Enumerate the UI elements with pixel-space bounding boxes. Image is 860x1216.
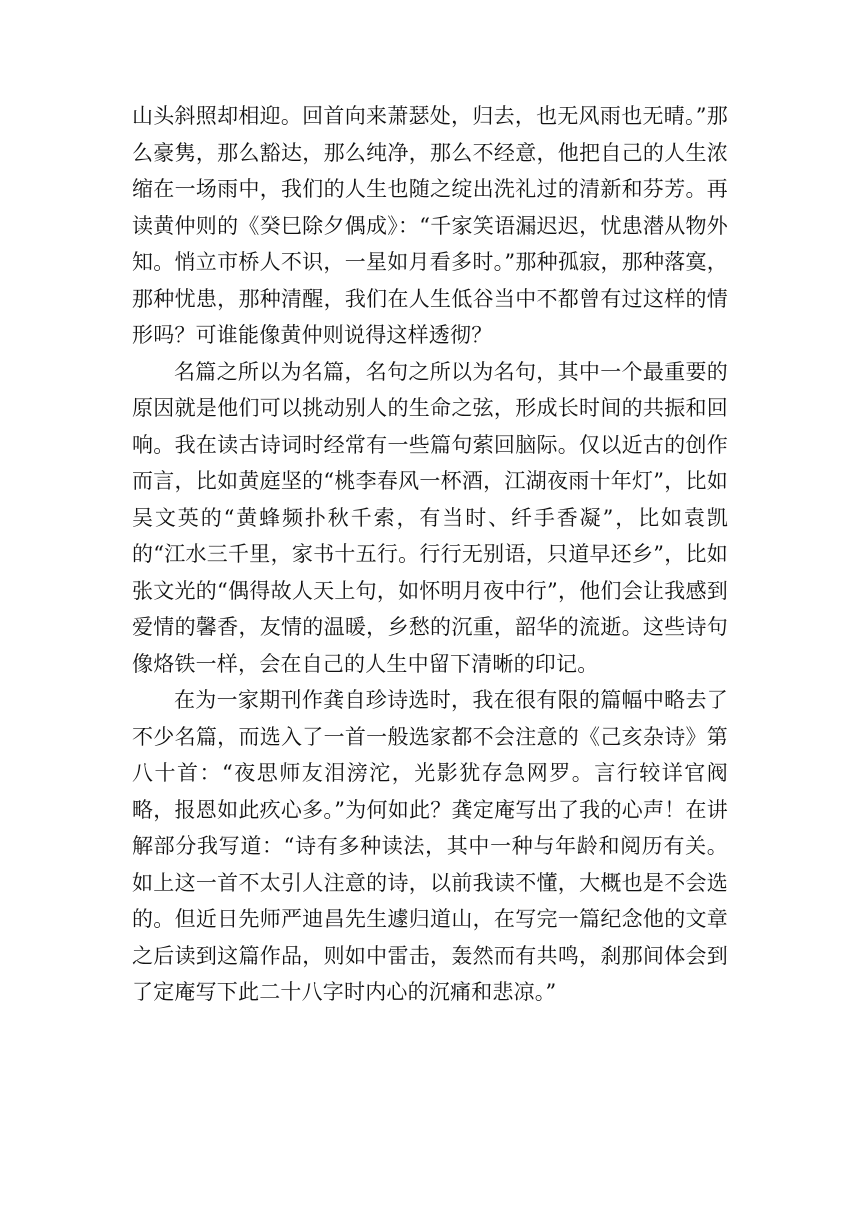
paragraph-1: 山头斜照却相迎。回首向来萧瑟处，归去，也无风雨也无晴。”那么豪隽，那么豁达，那么纯净，那么不经意，他把自己的人生浓缩在一场雨中，我们的人生也随之绽出洗礼过的清新和芬芳。再读黄仲则的《癸巳除夕偶成》：“千家笑语漏迟迟，忧患潜从物外知。悄立市桥人不识，一星如月看多时。”那种孤寂，那种落寞，那种忧患，那种清醒，我们在人生低谷当中不都曾有过这样的情形吗？可谁能像黄仲则说得这样透彻？ xyxy=(132,104,728,347)
paragraph-3: 在为一家期刊作龚自珍诗选时，我在很有限的篇幅中略去了不少名篇，而选入了一首一般选家都不会注意的《己亥杂诗》第八十首：“夜思师友泪滂沱，光影犹存急网罗。言行较详官阀略，报恩如此疚心多。”为何如此？龚定庵写出了我的心声！在讲解部分我写道：“诗有多种读法，其中一种与年龄和阅历有关。如上这一首不太引人注意的诗，以前我读不懂，大概也是不会选的。但近日先师严迪昌先生遽归道山，在写完一篇纪念他的文章之后读到这篇作品，则如中雷击，轰然而有共鸣，刹那间体会到了定庵写下此二十八字时内心的沉痛和悲凉。” xyxy=(132,688,728,1004)
paragraph-2: 名篇之所以为名篇，名句之所以为名句，其中一个最重要的原因就是他们可以挑动别人的生命之弦，形成长时间的共振和回响。我在读古诗词时经常有一些篇句萦回脑际。仅以近古的创作而言，比如黄庭坚的“桃李春风一杯酒，江湖夜雨十年灯”，比如吴文英的“黄蜂频扑秋千索，有当时、纤手香凝”，比如袁凯的“江水三千里，家书十五行。行行无别语，只道早还乡”，比如张文光的“偶得故人天上句，如怀明月夜中行”，他们会让我感到爱情的馨香，友情的温暖，乡愁的沉重，韶华的流逝。这些诗句像烙铁一样，会在自己的人生中留下清晰的印记。 xyxy=(132,359,728,676)
document-body xyxy=(132,98,728,1011)
